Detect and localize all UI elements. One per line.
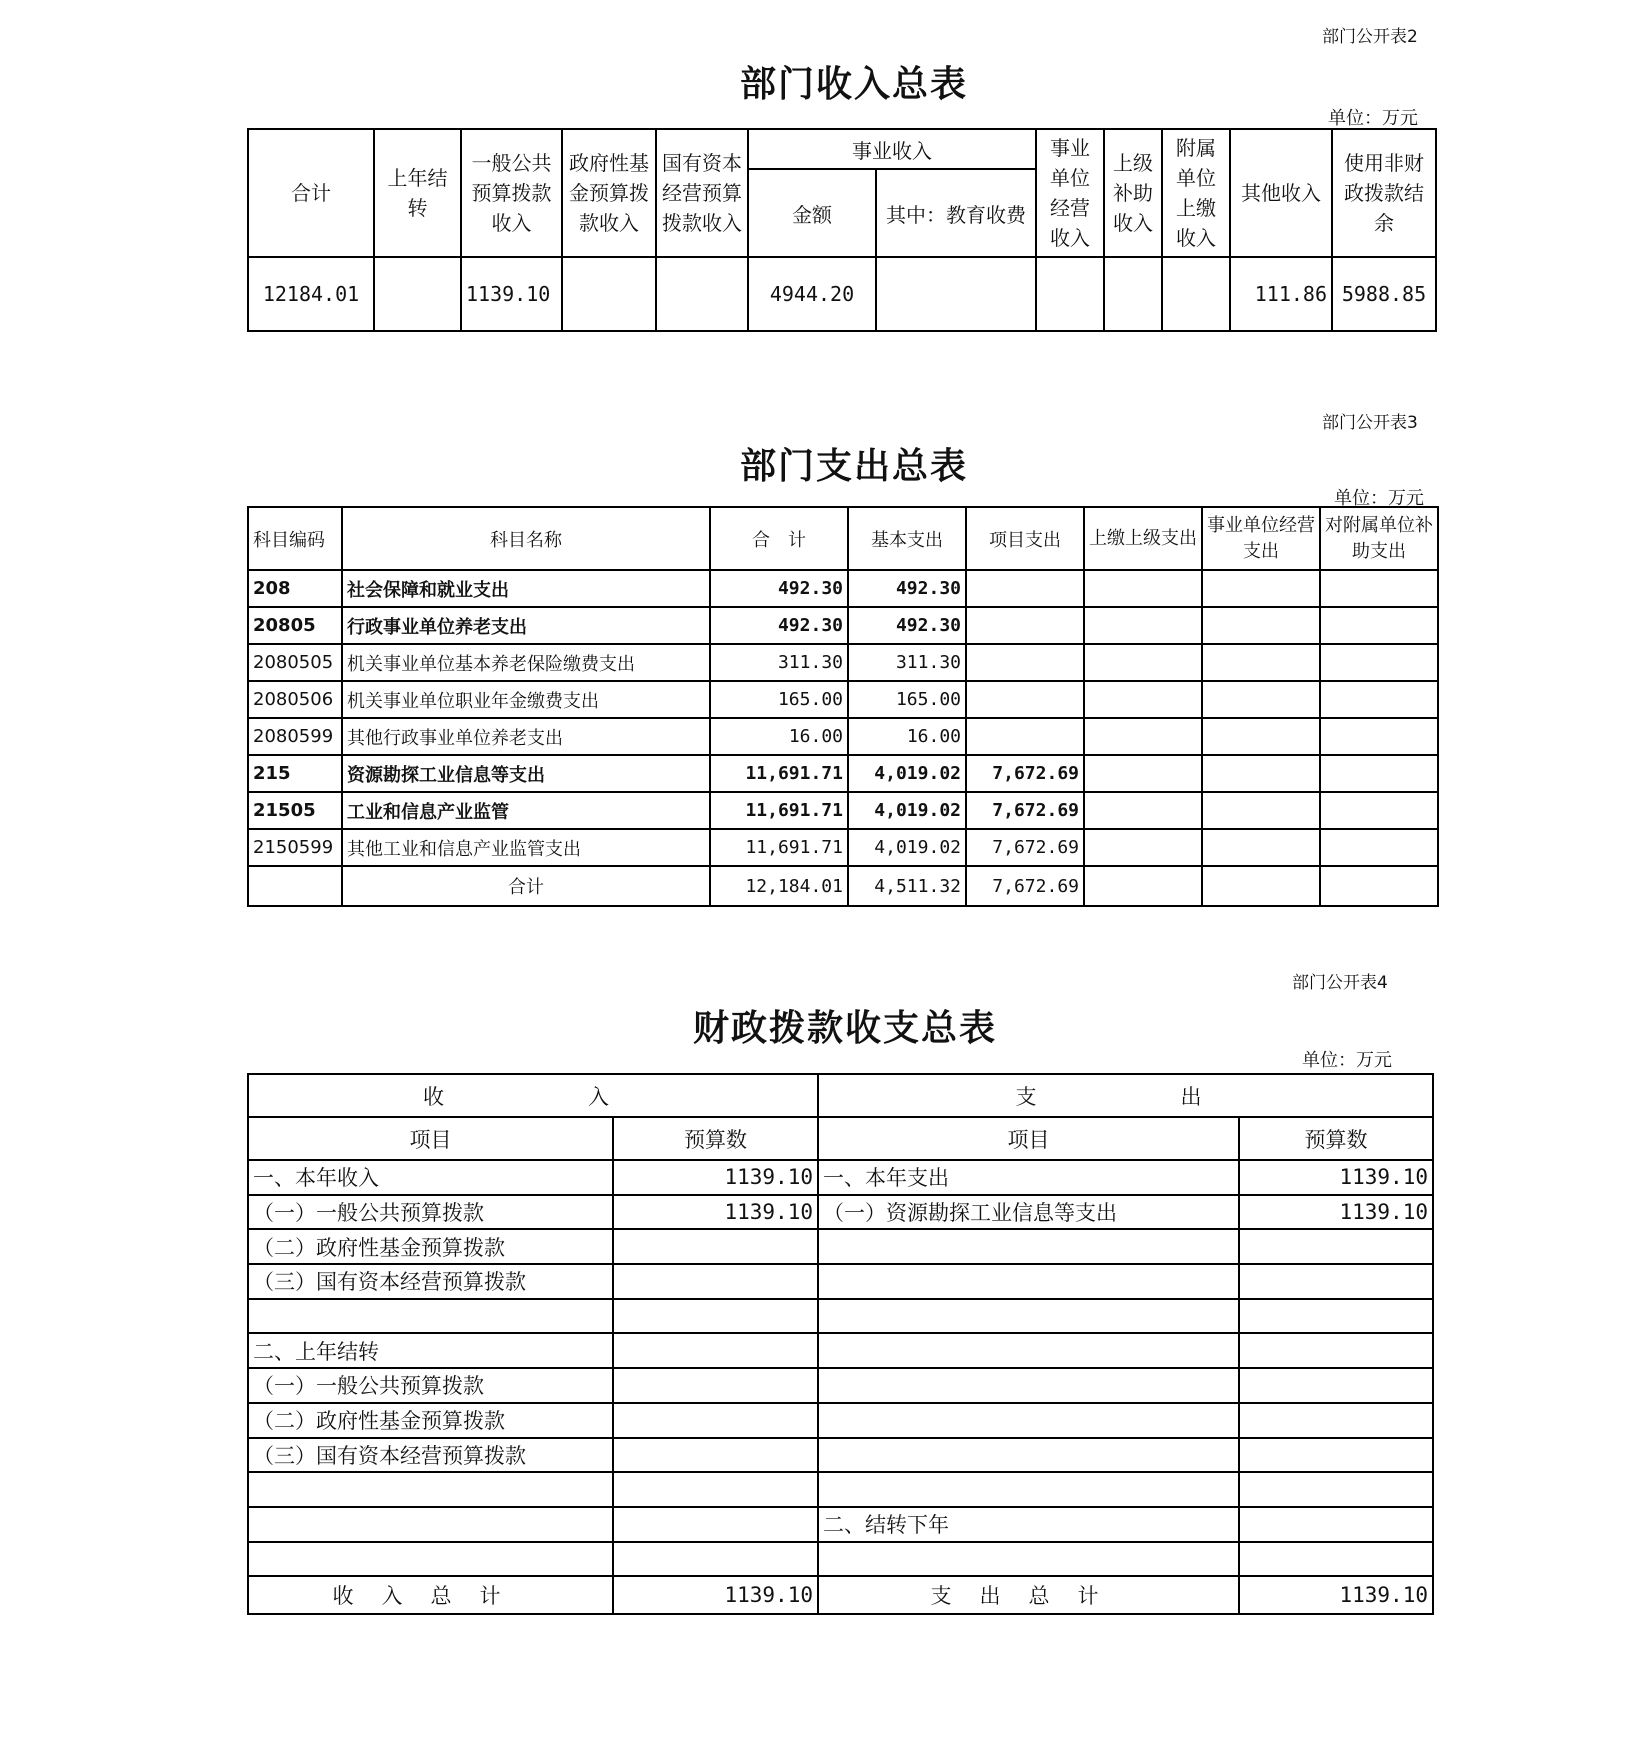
row-basic: 4,019.02 bbox=[848, 792, 966, 829]
row-operation bbox=[1202, 607, 1320, 644]
total-code-cell bbox=[248, 866, 342, 906]
cell-state-capital bbox=[656, 257, 748, 331]
row-name: 行政事业单位养老支出 bbox=[342, 607, 710, 644]
total-to-superior bbox=[1084, 866, 1202, 906]
expense-table-unit: 单位：万元 bbox=[1334, 488, 1424, 509]
expense-amount: 1139.10 bbox=[1239, 1160, 1433, 1195]
income-item: （三）国有资本经营预算拨款 bbox=[248, 1438, 613, 1473]
header-operation: 事业单位经营支出 bbox=[1202, 507, 1320, 570]
row-to-superior bbox=[1084, 644, 1202, 681]
cell-non-fiscal-balance: 5988.85 bbox=[1332, 257, 1436, 331]
row-basic: 311.30 bbox=[848, 644, 966, 681]
expense-total-value: 1139.10 bbox=[1239, 1576, 1433, 1614]
header-name: 科目名称 bbox=[342, 507, 710, 570]
row-affiliate-subsidy bbox=[1320, 718, 1438, 755]
income-item: （二）政府性基金预算拨款 bbox=[248, 1403, 613, 1438]
income-item bbox=[248, 1507, 613, 1542]
row-affiliate-subsidy bbox=[1320, 644, 1438, 681]
row-affiliate-subsidy bbox=[1320, 570, 1438, 607]
row-name: 机关事业单位职业年金缴费支出 bbox=[342, 681, 710, 718]
expense-section-header: 支 出 bbox=[818, 1074, 1433, 1117]
row-code: 2080506 bbox=[248, 681, 342, 718]
expense-amount bbox=[1239, 1403, 1433, 1438]
header-business-income: 事业收入 bbox=[748, 129, 1036, 169]
income-item: （二）政府性基金预算拨款 bbox=[248, 1229, 613, 1264]
fiscal-table-unit: 单位：万元 bbox=[1302, 1050, 1392, 1071]
header-gov-fund: 政府性基金预算拨款收入 bbox=[562, 129, 656, 257]
income-item: （一）一般公共预算拨款 bbox=[248, 1368, 613, 1403]
row-name: 社会保障和就业支出 bbox=[342, 570, 710, 607]
income-table-unit: 单位：万元 bbox=[1328, 108, 1418, 129]
row-name: 资源勘探工业信息等支出 bbox=[342, 755, 710, 792]
cell-prev-carry bbox=[374, 257, 461, 331]
row-basic: 492.30 bbox=[848, 607, 966, 644]
fiscal-row bbox=[248, 1472, 1433, 1507]
expense-table-title: 部门支出总表 bbox=[740, 446, 969, 487]
row-operation bbox=[1202, 644, 1320, 681]
row-operation bbox=[1202, 755, 1320, 792]
expense-table-tag: 部门公开表3 bbox=[1322, 413, 1418, 433]
row-operation bbox=[1202, 792, 1320, 829]
fiscal-table bbox=[247, 1073, 1434, 1615]
row-to-superior bbox=[1084, 681, 1202, 718]
row-operation bbox=[1202, 829, 1320, 866]
cell-other: 111.86 bbox=[1230, 257, 1332, 331]
fiscal-row bbox=[248, 1368, 1433, 1403]
income-table-tag: 部门公开表2 bbox=[1322, 27, 1418, 47]
row-project bbox=[966, 681, 1084, 718]
income-amount bbox=[613, 1333, 818, 1368]
total-project: 7,672.69 bbox=[966, 866, 1084, 906]
income-amount bbox=[613, 1507, 818, 1542]
fiscal-row bbox=[248, 1160, 1433, 1195]
income-budget-header: 预算数 bbox=[613, 1117, 818, 1160]
expense-item: （一）资源勘探工业信息等支出 bbox=[818, 1195, 1239, 1230]
fiscal-row bbox=[248, 1195, 1433, 1230]
income-amount bbox=[613, 1368, 818, 1403]
row-to-superior bbox=[1084, 607, 1202, 644]
header-total: 合计 bbox=[248, 129, 374, 257]
row-operation bbox=[1202, 718, 1320, 755]
row-basic: 4,019.02 bbox=[848, 755, 966, 792]
row-affiliate-subsidy bbox=[1320, 681, 1438, 718]
income-item: 一、本年收入 bbox=[248, 1160, 613, 1195]
row-project: 7,672.69 bbox=[966, 755, 1084, 792]
fiscal-row bbox=[248, 1507, 1433, 1542]
row-total: 11,691.71 bbox=[710, 755, 848, 792]
row-operation bbox=[1202, 681, 1320, 718]
row-project bbox=[966, 644, 1084, 681]
fiscal-row bbox=[248, 1264, 1433, 1299]
expense-budget-header: 预算数 bbox=[1239, 1117, 1433, 1160]
row-project: 7,672.69 bbox=[966, 792, 1084, 829]
row-to-superior bbox=[1084, 718, 1202, 755]
expense-item bbox=[818, 1299, 1239, 1334]
expense-item bbox=[818, 1472, 1239, 1507]
row-affiliate-subsidy bbox=[1320, 792, 1438, 829]
income-item bbox=[248, 1472, 613, 1507]
expense-amount bbox=[1239, 1472, 1433, 1507]
row-name: 其他工业和信息产业监管支出 bbox=[342, 829, 710, 866]
row-project bbox=[966, 718, 1084, 755]
expense-total-row bbox=[248, 866, 1438, 906]
row-project bbox=[966, 570, 1084, 607]
expense-amount bbox=[1239, 1507, 1433, 1542]
expense-item bbox=[818, 1333, 1239, 1368]
cell-operation bbox=[1036, 257, 1104, 331]
fiscal-table-title: 财政拨款收支总表 bbox=[693, 1008, 998, 1049]
expense-item bbox=[818, 1542, 1239, 1577]
row-total: 492.30 bbox=[710, 607, 848, 644]
income-amount: 1139.10 bbox=[613, 1160, 818, 1195]
income-section-header: 收 入 bbox=[248, 1074, 818, 1117]
income-amount: 1139.10 bbox=[613, 1195, 818, 1230]
income-item: （一）一般公共预算拨款 bbox=[248, 1195, 613, 1230]
header-to-superior: 上缴上级支出 bbox=[1084, 507, 1202, 570]
fiscal-row bbox=[248, 1403, 1433, 1438]
fiscal-row bbox=[248, 1438, 1433, 1473]
income-amount bbox=[613, 1299, 818, 1334]
row-total: 165.00 bbox=[710, 681, 848, 718]
header-prev-carry: 上年结转 bbox=[374, 129, 461, 257]
row-name: 其他行政事业单位养老支出 bbox=[342, 718, 710, 755]
expense-amount bbox=[1239, 1368, 1433, 1403]
expense-row bbox=[248, 570, 1438, 607]
row-affiliate-subsidy bbox=[1320, 607, 1438, 644]
row-operation bbox=[1202, 570, 1320, 607]
row-affiliate-subsidy bbox=[1320, 755, 1438, 792]
row-total: 492.30 bbox=[710, 570, 848, 607]
expense-row bbox=[248, 755, 1438, 792]
row-code: 20805 bbox=[248, 607, 342, 644]
row-code: 2080505 bbox=[248, 644, 342, 681]
expense-item bbox=[818, 1403, 1239, 1438]
income-amount bbox=[613, 1542, 818, 1577]
expense-item: 二、结转下年 bbox=[818, 1507, 1239, 1542]
fiscal-table-tag: 部门公开表4 bbox=[1292, 973, 1388, 993]
row-total: 311.30 bbox=[710, 644, 848, 681]
income-item: （三）国有资本经营预算拨款 bbox=[248, 1264, 613, 1299]
cell-gov-fund bbox=[562, 257, 656, 331]
fiscal-row bbox=[248, 1542, 1433, 1577]
fiscal-row bbox=[248, 1299, 1433, 1334]
expense-row bbox=[248, 644, 1438, 681]
row-to-superior bbox=[1084, 755, 1202, 792]
income-amount bbox=[613, 1264, 818, 1299]
income-item bbox=[248, 1542, 613, 1577]
header-operation: 事业单位经营收入 bbox=[1036, 129, 1104, 257]
row-basic: 16.00 bbox=[848, 718, 966, 755]
row-to-superior bbox=[1084, 792, 1202, 829]
expense-item bbox=[818, 1264, 1239, 1299]
row-code: 2150599 bbox=[248, 829, 342, 866]
row-total: 11,691.71 bbox=[710, 792, 848, 829]
expense-amount: 1139.10 bbox=[1239, 1195, 1433, 1230]
row-basic: 165.00 bbox=[848, 681, 966, 718]
row-to-superior bbox=[1084, 829, 1202, 866]
expense-row bbox=[248, 681, 1438, 718]
expense-item bbox=[818, 1229, 1239, 1264]
expense-amount bbox=[1239, 1333, 1433, 1368]
cell-general-public: 1139.10 bbox=[461, 257, 562, 331]
header-affiliate-payment: 附属单位上缴收入 bbox=[1162, 129, 1230, 257]
total-operation bbox=[1202, 866, 1320, 906]
row-code: 21505 bbox=[248, 792, 342, 829]
row-project bbox=[966, 607, 1084, 644]
header-other: 其他收入 bbox=[1230, 129, 1332, 257]
header-non-fiscal-balance: 使用非财政拨款结余 bbox=[1332, 129, 1436, 257]
header-general-public: 一般公共预算拨款收入 bbox=[461, 129, 562, 257]
row-basic: 4,019.02 bbox=[848, 829, 966, 866]
fiscal-row bbox=[248, 1333, 1433, 1368]
row-affiliate-subsidy bbox=[1320, 829, 1438, 866]
row-total: 11,691.71 bbox=[710, 829, 848, 866]
row-total: 16.00 bbox=[710, 718, 848, 755]
row-basic: 492.30 bbox=[848, 570, 966, 607]
header-of-which-edu: 其中：教育收费 bbox=[876, 169, 1036, 257]
expense-item bbox=[818, 1368, 1239, 1403]
expense-row bbox=[248, 792, 1438, 829]
expense-item bbox=[818, 1438, 1239, 1473]
expense-amount bbox=[1239, 1264, 1433, 1299]
income-data-row bbox=[248, 257, 1436, 331]
header-code: 科目编码 bbox=[248, 507, 342, 570]
expense-row bbox=[248, 607, 1438, 644]
income-amount bbox=[613, 1438, 818, 1473]
income-amount bbox=[613, 1403, 818, 1438]
income-item-header: 项目 bbox=[248, 1117, 613, 1160]
total-affiliate-subsidy bbox=[1320, 866, 1438, 906]
row-name: 机关事业单位基本养老保险缴费支出 bbox=[342, 644, 710, 681]
expense-row bbox=[248, 718, 1438, 755]
header-amount: 金额 bbox=[748, 169, 876, 257]
income-table bbox=[247, 128, 1437, 332]
cell-affiliate-payment bbox=[1162, 257, 1230, 331]
income-total-label: 收入总计 bbox=[248, 1576, 613, 1614]
row-code: 215 bbox=[248, 755, 342, 792]
income-total-value: 1139.10 bbox=[613, 1576, 818, 1614]
fiscal-total-row bbox=[248, 1576, 1433, 1614]
row-code: 208 bbox=[248, 570, 342, 607]
header-affiliate-subsidy: 对附属单位补助支出 bbox=[1320, 507, 1438, 570]
total-basic: 4,511.32 bbox=[848, 866, 966, 906]
cell-of-which-edu bbox=[876, 257, 1036, 331]
fiscal-row bbox=[248, 1229, 1433, 1264]
expense-row bbox=[248, 829, 1438, 866]
income-amount bbox=[613, 1472, 818, 1507]
expense-item-header: 项目 bbox=[818, 1117, 1239, 1160]
expense-item: 一、本年支出 bbox=[818, 1160, 1239, 1195]
header-total: 合 计 bbox=[710, 507, 848, 570]
total-amount: 12,184.01 bbox=[710, 866, 848, 906]
header-superior-subsidy: 上级补助收入 bbox=[1104, 129, 1162, 257]
cell-total: 12184.01 bbox=[248, 257, 374, 331]
expense-total-label: 支出总计 bbox=[818, 1576, 1239, 1614]
row-code: 2080599 bbox=[248, 718, 342, 755]
header-state-capital: 国有资本经营预算拨款收入 bbox=[656, 129, 748, 257]
income-table-title: 部门收入总表 bbox=[740, 64, 969, 105]
expense-table bbox=[247, 506, 1439, 907]
cell-amount: 4944.20 bbox=[748, 257, 876, 331]
expense-amount bbox=[1239, 1299, 1433, 1334]
row-to-superior bbox=[1084, 570, 1202, 607]
income-item: 二、上年结转 bbox=[248, 1333, 613, 1368]
expense-amount bbox=[1239, 1229, 1433, 1264]
total-label: 合计 bbox=[342, 866, 710, 906]
expense-amount bbox=[1239, 1438, 1433, 1473]
header-basic: 基本支出 bbox=[848, 507, 966, 570]
header-project: 项目支出 bbox=[966, 507, 1084, 570]
row-project: 7,672.69 bbox=[966, 829, 1084, 866]
income-item bbox=[248, 1299, 613, 1334]
expense-amount bbox=[1239, 1542, 1433, 1577]
income-amount bbox=[613, 1229, 818, 1264]
cell-superior-subsidy bbox=[1104, 257, 1162, 331]
row-name: 工业和信息产业监管 bbox=[342, 792, 710, 829]
